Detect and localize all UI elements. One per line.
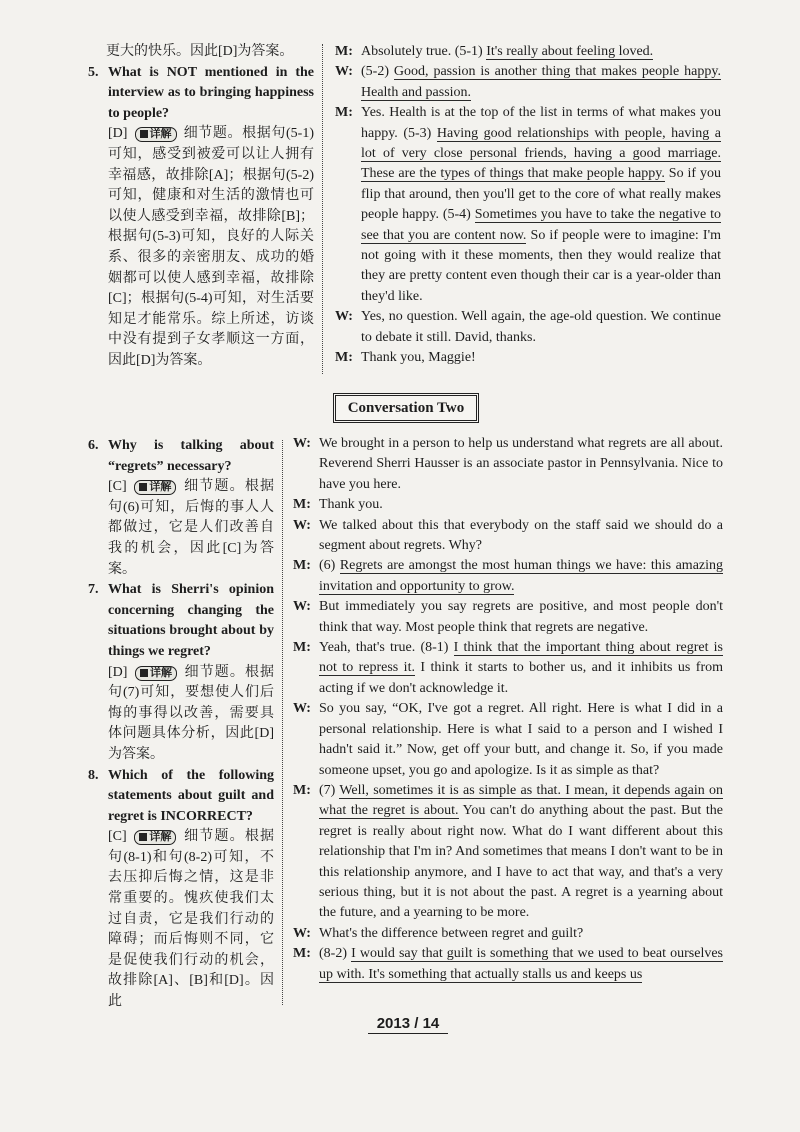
turn-text: (5-2) Good, passion is another thing that makes people happy. Health and passion. bbox=[361, 64, 721, 100]
turn-text: (6) Regrets are amongst the most human things we have: this amazing invitation and opportunity to grow. bbox=[319, 558, 724, 594]
speaker-label: M: bbox=[335, 44, 353, 59]
speaker-label: M: bbox=[335, 350, 353, 366]
answer-letter: [C] bbox=[108, 829, 127, 845]
turn-text: Yes. Health is at the top of the list in terms of what makes you happy. (5-3) Having good relationships with people, having a lot of very close personal friends, having a good marriage. These are the types of things that make people happy. So if you flip that around, then you'll get to the core of what really makes people happy. (5-4) Sometimes you have to take the negative to see that you are content now. So if people were to imagine: I'm not going with it these moments, then they would realize that they are pretty content even though their car is a year-older than they'd like. bbox=[361, 105, 722, 304]
answer-explanation bbox=[88, 827, 274, 1012]
explanation-text: 细节题。根据句(5-1)可知，感受到被爱可以让人拥有幸福感，故排除[A]；根据句(5-2)可知，健康和对生活的激情也可以使人感受到幸福，故排除[B]；根据句(5-3)可知，良好的人际关系、很多的亲密朋友、成功的婚姻都可以使人感到幸福，故排除[C]；根据句(5-4)可知，对生活要知足才能常乐。综上所述，访谈中没有提到子女孝顺这一方面，因此[D]为答案。 bbox=[108, 126, 314, 368]
speaker-label: W: bbox=[293, 599, 311, 615]
answer-letter: [D] bbox=[108, 126, 128, 142]
answer-letter: [D] bbox=[108, 664, 128, 680]
detail-badge: 详解 bbox=[134, 480, 176, 495]
turn-text: Thank you, Maggie! bbox=[361, 350, 476, 366]
turn-text: We brought in a person to help us understand what regrets are all about. Reverend Sherri Hausser is an associate pastor in Pennsylvania. Nice to have you here. bbox=[319, 436, 723, 492]
speaker-label: M: bbox=[293, 497, 311, 513]
dialogue-turn bbox=[293, 944, 723, 985]
question-text: Which of the following statements about guilt and regret is INCORRECT? bbox=[108, 767, 274, 824]
dialogue-turn bbox=[293, 495, 723, 515]
question-text: Why is talking about “regrets” necessary? bbox=[108, 438, 274, 474]
carry-over-text: 更大的快乐。因此[D]为答案。 bbox=[106, 44, 294, 59]
question-number: 8. bbox=[88, 767, 99, 783]
question-block bbox=[88, 580, 274, 765]
dialogue-turn bbox=[293, 924, 723, 944]
question-stem bbox=[88, 580, 274, 662]
question-stem bbox=[88, 766, 274, 828]
turn-text: But immediately you say regrets are positive, and most people don't think that way. Most people think that regrets are negative. bbox=[319, 599, 723, 635]
book-icon bbox=[139, 833, 147, 841]
turn-text: (8-2) I would say that guilt is something that we used to beat ourselves up with. It's something that actually stalls us and keeps us bbox=[319, 946, 723, 982]
explanation-text: 细节题。根据句(8-1)和句(8-2)可知，不去压抑后悔之情，这是非常重要的。愧疚使我们太过自责，它是我们行动的障碍；而后悔则不同，它是促使我们行动的机会，故排除[A]、[B]和[D]。因此 bbox=[108, 829, 275, 1010]
question-text: What is Sherri's opinion concerning changing the situations brought about by things we regret? bbox=[108, 582, 274, 659]
dialogue-turn bbox=[293, 597, 723, 638]
speaker-label: W: bbox=[335, 64, 353, 80]
speaker-label: M: bbox=[293, 558, 311, 574]
book-icon bbox=[139, 483, 147, 491]
question-number: 7. bbox=[88, 582, 99, 598]
dialogue-turn bbox=[293, 556, 723, 597]
answer-explanation bbox=[88, 124, 314, 371]
turn-text: What's the difference between regret and guilt? bbox=[319, 925, 584, 941]
bottom-left-column bbox=[88, 436, 274, 1013]
turn-text: So you say, “OK, I've got a regret. All right. Here is what I did in a personal relationship. Here is what I said to a person and I wished I hadn't said it.” Now, get off your butt, and change it. So, if you made someone upset, you go and apologize. Is it as simple as that? bbox=[319, 701, 723, 778]
turn-text: Yes, no question. Well again, the age-old question. We continue to debate it still. David, thanks. bbox=[361, 309, 721, 345]
question-stem bbox=[88, 436, 274, 477]
question-number: 6. bbox=[88, 438, 99, 453]
dialogue-turn bbox=[293, 781, 723, 924]
turn-text: We talked about this that everybody on the staff said we should do a segment about regrets. Why? bbox=[319, 517, 723, 554]
turn-text: (7) Well, sometimes it is as simple as that. I mean, it depends again on what the regret is about. You can't do anything about the past. But the regret is really about right now. What do I want different about this relationship that I'm in? And sometimes that means I don't want to be in this relationship anymore, and I have to act that way, and that's a very serious thing, but it is not about the past. A regret is a yearning about the future, and a yearning to be more. bbox=[319, 782, 723, 921]
dialogue-turn bbox=[293, 516, 723, 557]
question-block bbox=[88, 766, 274, 1013]
speaker-label: M: bbox=[293, 946, 311, 962]
book-icon bbox=[140, 669, 148, 677]
column-divider-bottom bbox=[282, 440, 283, 1005]
detail-badge: 详解 bbox=[134, 830, 176, 845]
question-number: 5. bbox=[88, 64, 99, 80]
book-icon bbox=[140, 130, 148, 138]
question-text: What is NOT mentioned in the interview as to bringing happiness to people? bbox=[108, 64, 314, 121]
dialogue-turn bbox=[335, 42, 721, 62]
answer-explanation bbox=[88, 663, 274, 766]
speaker-label: W: bbox=[293, 925, 311, 941]
turn-text: Thank you. bbox=[319, 497, 383, 513]
top-right-dialogue bbox=[335, 42, 721, 369]
dialogue-turn bbox=[293, 638, 723, 699]
page-number: 2013 / 14 bbox=[368, 1015, 448, 1034]
answer-explanation bbox=[88, 477, 274, 580]
dialogue-turn bbox=[293, 699, 723, 781]
dialogue-turn bbox=[335, 62, 721, 103]
speaker-label: W: bbox=[335, 309, 353, 325]
turn-text: Absolutely true. (5-1) It's really about feeling loved. bbox=[361, 44, 654, 59]
column-divider-top bbox=[322, 44, 323, 374]
speaker-label: M: bbox=[335, 105, 353, 121]
dialogue-turn bbox=[335, 103, 721, 307]
detail-badge: 详解 bbox=[135, 127, 177, 142]
bottom-right-dialogue bbox=[293, 434, 723, 985]
speaker-label: W: bbox=[293, 517, 311, 533]
detail-badge: 详解 bbox=[135, 666, 177, 681]
speaker-label: W: bbox=[293, 436, 311, 451]
explanation-text: 细节题。根据句(7)可知，要想使人们后悔的事得以改善，需要具体问题具体分析，因此[D]为答案。 bbox=[108, 664, 275, 762]
speaker-label: M: bbox=[293, 640, 311, 656]
answer-letter: [C] bbox=[108, 479, 127, 495]
dialogue-turn bbox=[335, 307, 721, 348]
question-block bbox=[88, 63, 314, 372]
section-title: Conversation Two bbox=[333, 393, 479, 423]
dialogue-turn bbox=[335, 348, 721, 368]
question-stem bbox=[88, 63, 314, 125]
explanation-text: 细节题。根据句(6)可知，后悔的事人人都做过，它是人们改善自我的机会，因此[C]为答案。 bbox=[108, 479, 275, 577]
turn-text: Yeah, that's true. (8-1) I think that the important thing about regret is not to repress it. I think it starts to bother us, and it inhibits us from acting if we don't acknowledge it. bbox=[319, 640, 723, 696]
speaker-label: W: bbox=[293, 701, 311, 717]
question-block bbox=[88, 436, 274, 580]
speaker-label: M: bbox=[293, 782, 311, 798]
dialogue-turn bbox=[293, 434, 723, 495]
top-left-column bbox=[88, 42, 314, 372]
